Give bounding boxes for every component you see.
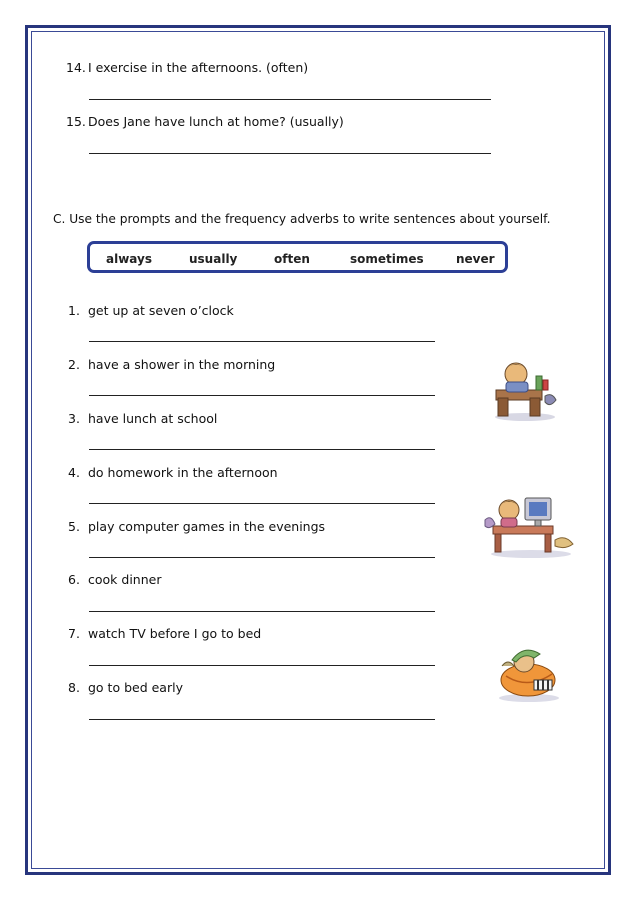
adverb-never: never: [456, 252, 495, 266]
answer-line-2[interactable]: [89, 395, 435, 396]
prompt-4-text: do homework in the afternoon: [88, 465, 278, 480]
prompt-2-number: 2.: [68, 357, 80, 372]
prompt-3-number: 3.: [68, 411, 80, 426]
answer-line-4[interactable]: [89, 503, 435, 504]
adverb-usually: usually: [189, 252, 238, 266]
prompt-5-number: 5.: [68, 519, 80, 534]
prompt-4-number: 4.: [68, 465, 80, 480]
adverb-box: [87, 241, 508, 273]
section-c-instruction: C. Use the prompts and the frequency adverbs to write sentences about yourself.: [53, 212, 551, 226]
answer-line-7[interactable]: [89, 665, 435, 666]
answer-line-3[interactable]: [89, 449, 435, 450]
item-14-text: I exercise in the afternoons. (often): [88, 60, 309, 75]
answer-line-5[interactable]: [89, 557, 435, 558]
child-sleeping-icon: [494, 640, 564, 704]
prompt-5-text: play computer games in the evenings: [88, 519, 326, 534]
prompt-6-number: 6.: [68, 572, 80, 587]
prompt-7-text: watch TV before I go to bed: [88, 626, 262, 641]
item-15-number: 15.: [66, 114, 86, 129]
answer-line-6[interactable]: [89, 611, 435, 612]
prompt-1-number: 1.: [68, 303, 80, 318]
adverb-always: always: [106, 252, 152, 266]
prompt-7-number: 7.: [68, 626, 80, 641]
answer-line-14[interactable]: [89, 99, 491, 100]
prompt-2-text: have a shower in the morning: [88, 357, 276, 372]
adverb-often: often: [274, 252, 310, 266]
answer-line-1[interactable]: [89, 341, 435, 342]
page-border-inner: [31, 31, 605, 869]
child-at-desk-icon: [490, 352, 560, 422]
prompt-3-text: have lunch at school: [88, 411, 218, 426]
prompt-8-text: go to bed early: [88, 680, 183, 695]
adverb-sometimes: sometimes: [350, 252, 424, 266]
prompt-8-number: 8.: [68, 680, 80, 695]
item-15-text: Does Jane have lunch at home? (usually): [88, 114, 344, 129]
item-14-number: 14.: [66, 60, 86, 75]
prompt-1-text: get up at seven o’clock: [88, 303, 234, 318]
answer-line-8[interactable]: [89, 719, 435, 720]
answer-line-15[interactable]: [89, 153, 491, 154]
child-at-computer-icon: [483, 490, 578, 560]
prompt-6-text: cook dinner: [88, 572, 162, 587]
